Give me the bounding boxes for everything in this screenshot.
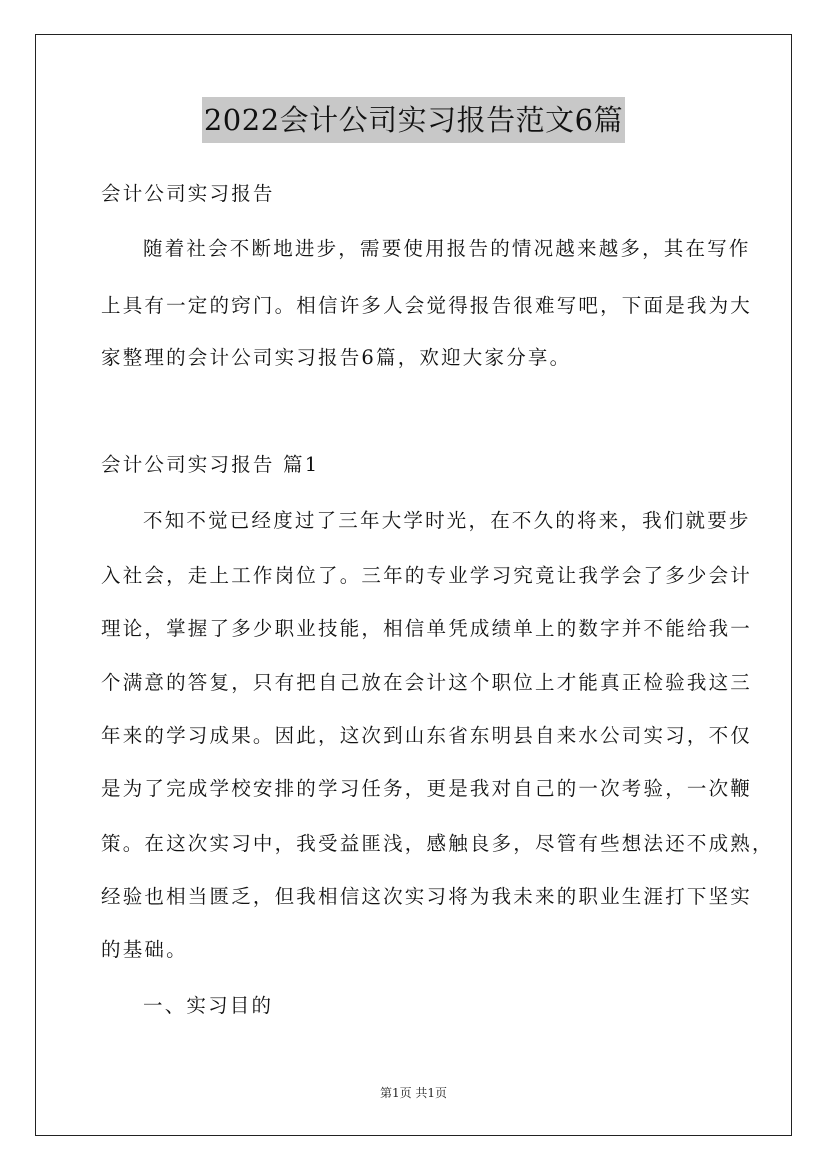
body-line: 策。在这次实习中，我受益匪浅，感触良多，尽管有些想法还不成熟， bbox=[101, 832, 774, 855]
body-line: 是为了完成学校安排的学习任务，更是我对自己的一次考验，一次鞭 bbox=[101, 777, 753, 800]
intro-line: 家整理的会计公司实习报告6篇，欢迎大家分享。 bbox=[101, 346, 572, 369]
body-line: 年来的学习成果。因此，这次到山东省东明县自来水公司实习，不仅 bbox=[101, 724, 753, 747]
document-title: 2022会计公司实习报告范文6篇 bbox=[202, 97, 625, 143]
subheading: 一、实习目的 bbox=[143, 994, 274, 1017]
body-line: 的基础。 bbox=[101, 938, 188, 961]
body-line: 不知不觉已经度过了三年大学时光，在不久的将来，我们就要步 bbox=[143, 509, 751, 532]
page-footer: 第1页 共1页 bbox=[379, 1086, 448, 1100]
body-line: 理论，掌握了多少职业技能，相信单凭成绩单上的数字并不能给我一 bbox=[101, 617, 753, 640]
body-line: 经验也相当匮乏，但我相信这次实习将为我未来的职业生涯打下坚实 bbox=[101, 885, 753, 908]
intro-heading: 会计公司实习报告 bbox=[101, 182, 275, 205]
body-line: 个满意的答复，只有把自己放在会计这个职位上才能真正检验我这三 bbox=[101, 671, 753, 694]
section-heading: 会计公司实习报告 篇1 bbox=[101, 453, 320, 476]
intro-line: 随着社会不断地进步，需要使用报告的情况越来越多，其在写作 bbox=[143, 237, 751, 260]
title-wrap bbox=[0, 97, 827, 143]
body-line: 入社会，走上工作岗位了。三年的专业学习究竟让我学会了多少会计 bbox=[101, 564, 753, 587]
intro-line: 上具有一定的窍门。相信许多人会觉得报告很难写吧，下面是我为大 bbox=[101, 294, 753, 317]
